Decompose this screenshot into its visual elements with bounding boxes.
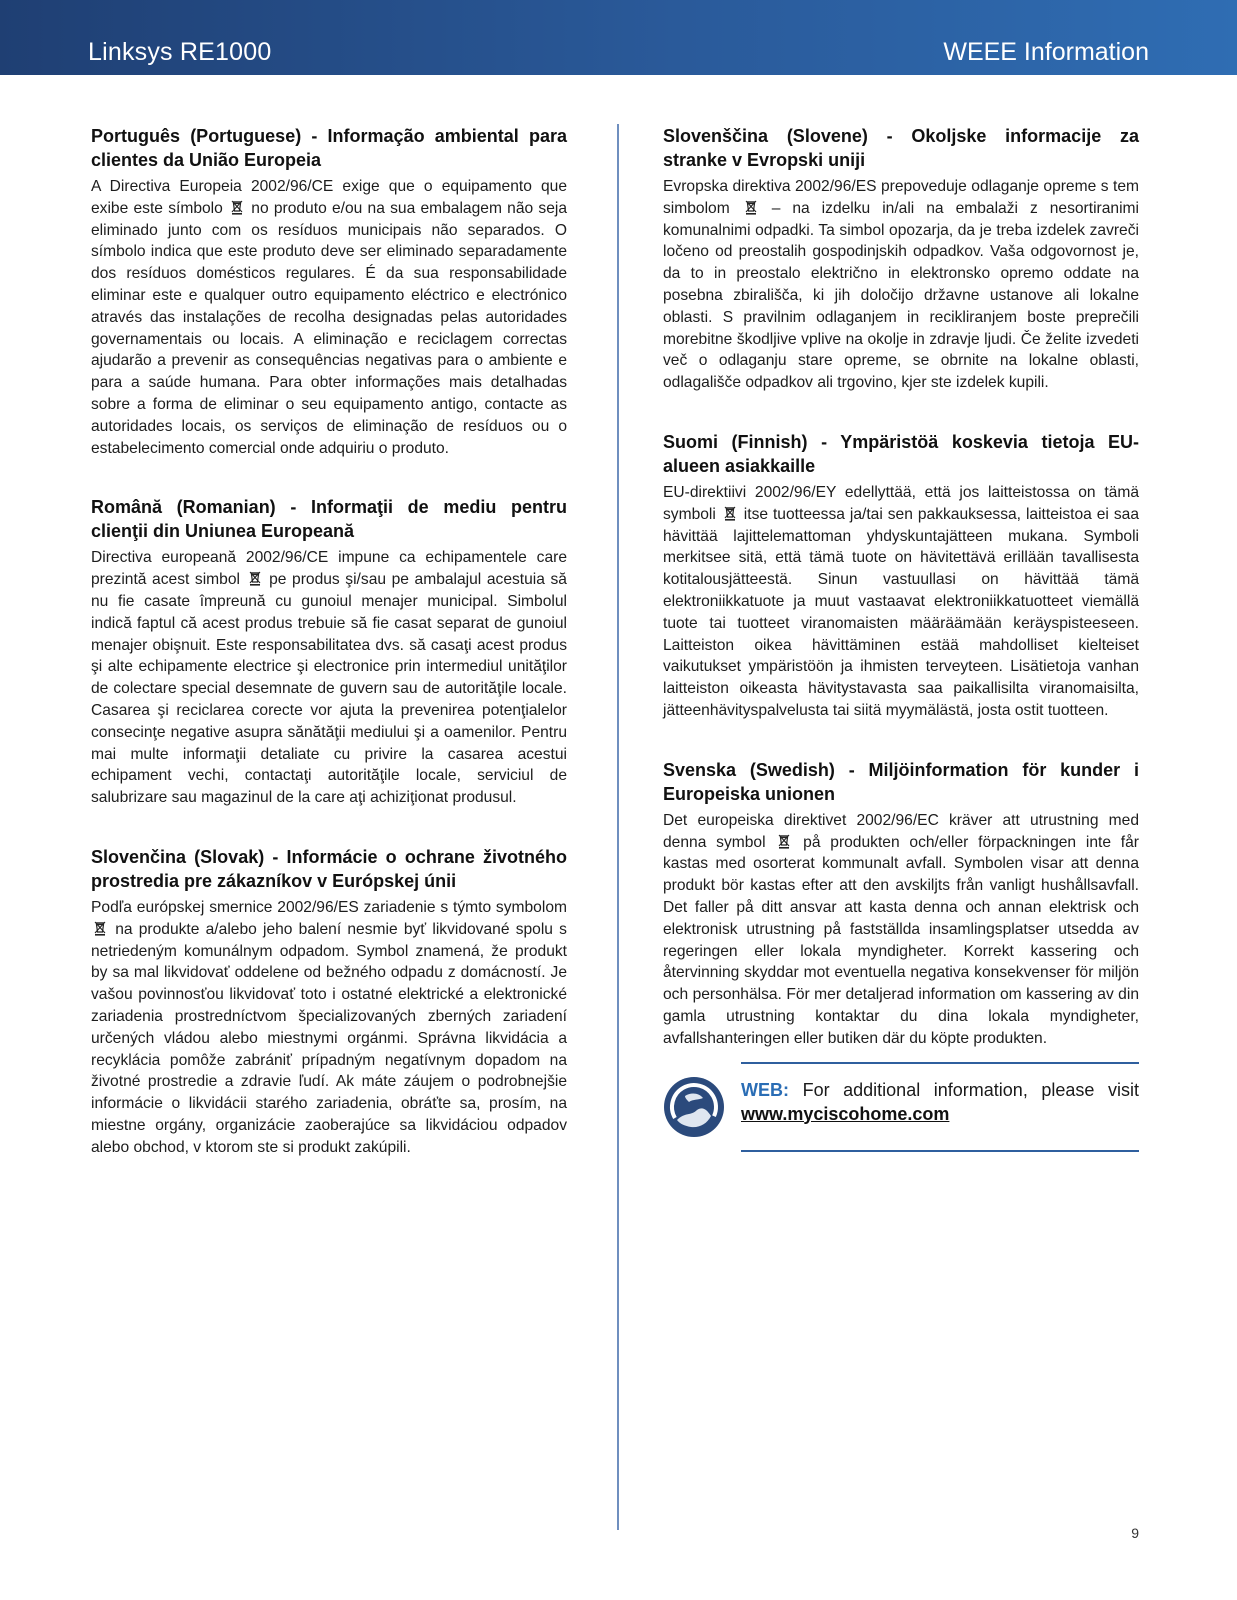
section-heading: Português (Portuguese) - Informação ambiental para clientes da União Europeia <box>91 126 567 170</box>
web-label: WEB: <box>741 1079 789 1100</box>
section-swedish <box>663 758 1139 1050</box>
weee-bin-icon <box>248 570 262 586</box>
globe-icon <box>663 1076 725 1138</box>
section-body: Directiva europeană 2002/96/CE impune ca echipamentele care prezintă acest simbol pe produs şi/sau pe ambalajul acestuia să nu fie casate împreună cu gunoiul menajer municipal. Simbolul indică faptul că acest produs trebuie să fie casat separat de gunoiul menajer obişnuit. Este responsabilitatea dvs. să casaţi acest produs şi alte echipamente electrice şi electronice prin intermediul unităţilor de colectare special desemnate de guvern sau de autorităţile locale. Casarea şi reciclarea corecte vor ajuta la prevenirea potenţialelor consecinţe negative asupra sănătăţii mediului şi a oamenilor. Pentru mai multe informaţii detaliate cu privire la casarea acestui echipament vechi, contactaţi autorităţile locale, serviciul de salubrizare sau magazinul de la care aţi achiziţionat produsul. <box>91 549 567 807</box>
weee-bin-icon <box>723 505 737 521</box>
section-heading: Română (Romanian) - Informaţii de mediu pentru clienţii din Uniunea Europeană <box>91 497 567 542</box>
page-header <box>0 0 1237 75</box>
section-body: Evropska direktiva 2002/96/ES prepoveduje odlaganje opreme s tem simbolom – na izdelku in/ali na embalaži z nesortiranimi komunalnimi odpadki. Ta simbol opozarja, da je treba izdelek zavreči ločeno od preostalih gospodinjskih odpadkov. Vaša odgovornost je, da to in preostalo električno in elektronsko opremo oddate na posebna zbirališča, ki jih določijo državne ustanove ali lokalne oblasti. S pravilnim odlaganjem in recikliranjem boste preprečili morebitne škodljive vplive na okolje in zdravje ljudi. Če želite izvedeti več o odlaganju stare opreme, se obrnite na lokalne oblasti, odlagališče odpadkov ali trgovino, kjer ste izdelek kupili. <box>663 178 1139 392</box>
section-body: EU-direktiivi 2002/96/EY edellyttää, että jos laitteistossa on tämä symboli itse tuotteessa ja/tai sen pakkauksessa, laitteistoa ei saa hävittää lajittelemattoman yhdyskuntajätteen mukana. Symboli merkitsee sitä, että tämä tuote on hävitettävä erillään tavallisesta kotitalousjätteestä. Sinun vastuullasi on hävittää tämä elektroniikkatuote ja muut vastaavat elektroniikkatuotteet viemällä tuote tai tuotteet viranomaisten määräämään keräyspisteeseen. Laitteiston oikea hävittäminen estää mahdolliset kielteiset vaikutukset ympäristöön ja ihmisten terveyteen. Lisätietoja vanhan laitteiston oikeasta hävitystavasta saa paikallisilta viranomaisilta, jätteenhävityspalvelusta tai siitä myymälästä, josta ostit tuotteen. <box>663 483 1139 719</box>
website-link[interactable]: www.myciscohome.com <box>741 1103 950 1124</box>
web-note-text <box>741 1078 1139 1126</box>
page-number: 9 <box>1131 1525 1139 1541</box>
section-heading: Slovenčina (Slovak) - Informácie o ochrane životného prostredia pre zákazníkov v Európskej únii <box>91 846 567 891</box>
section-body: A Directiva Europeia 2002/96/CE exige que o equipamento que exibe este símbolo no produto e/ou na sua embalagem não seja eliminado junto com os resíduos municipais não separados. O símbolo indica que este produto deve ser eliminado separadamente dos resíduos domésticos regulares. É da sua responsabilidade eliminar este e qualquer outro equipamento eléctrico e electrónico através das instalações de recolha designadas pelas autoridades governamentais ou locais. A eliminação e reciclagem correctas ajudarão a prevenir as consequências negativas para o ambiente e para a saúde humana. Para obter informações mais detalhadas sobre a forma de eliminar o seu equipamento antigo, contacte as autoridades locais, os serviços de eliminação de resíduos ou o estabelecimento comercial onde adquiriu o produto. <box>91 178 568 457</box>
web-note-body: For additional information, please visit <box>802 1079 1139 1100</box>
section-body: Podľa európskej smernice 2002/96/ES zariadenie s týmto symbolom na produkte a/alebo jeho balení nesmie byť likvidované spolu s netriedeným komunálnym odpadom. Symbol znamená, že produkt by sa mal likvidovať oddelene od bežného odpadu z domácností. Je vašou povinnosťou likvidovať toto i ostatné elektrické a elektronické zariadenia prostredníctvom špecializovaných zberných zariadení určených vládou alebo miestnymi orgánmi. Správna likvidácia a recyklácia pomôže zabrániť prípadným negatívnym dopadom na životné prostredie a zdravie ľudí. Ak máte záujem o podrobnejšie informácie o likvidácii starého zariadenia, obráťte sa, prosím, na miestne orgány, organizácie zaoberajúce sa likvidáciou odpadov alebo obchod, v ktorom ste si produkt zakúpili. <box>91 898 567 1156</box>
weee-bin-icon <box>744 199 758 215</box>
section-heading: Suomi (Finnish) - Ympäristöä koskevia tietoja EU-alueen asiakkaille <box>663 431 1139 476</box>
weee-bin-icon <box>93 920 107 936</box>
section-slovene <box>663 124 1139 394</box>
section-body: Det europeiska direktivet 2002/96/EC kräver att utrustning med denna symbol på produkten och/eller förpackningen inte får kastas med osorterat kommunalt avfall. Symbolen visar att denna produkt bör kastas efter att den avskiljts från vanligt hushållsavfall. Det faller på ditt ansvar att kasta denna och annan elektrisk och elektronisk utrustning på fastställda insamlingsplatser utsedda av regeringen eller lokala myndigheter. Korrekt kassering och återvinning skyddar mot eventuella negativa konsekvenser för miljön och personhälsa. För mer detaljerad information om kassering av din gamla utrustning kontaktar du dina lokala myndigheter, avfallshanteringen eller butiken där du köpte produkten. <box>663 811 1140 1047</box>
note-rule-bottom <box>741 1150 1139 1152</box>
section-romanian <box>91 495 567 809</box>
section-finnish <box>663 430 1139 722</box>
left-column <box>91 124 567 1194</box>
note-rule-top <box>741 1062 1139 1064</box>
section-title: WEEE Information <box>943 38 1149 66</box>
section-slovak <box>91 845 567 1159</box>
web-info-note <box>663 1062 1139 1162</box>
right-column <box>663 124 1139 1162</box>
weee-bin-icon <box>230 199 244 215</box>
section-heading: Slovenščina (Slovene) - Okoljske informacije za stranke v Evropski uniji <box>663 126 1139 170</box>
column-divider <box>617 124 619 1530</box>
section-heading: Svenska (Swedish) - Miljöinformation för kunder i Europeiska unionen <box>663 759 1139 804</box>
section-portuguese <box>91 124 567 459</box>
product-name: Linksys RE1000 <box>88 38 272 66</box>
weee-bin-icon <box>777 833 791 849</box>
